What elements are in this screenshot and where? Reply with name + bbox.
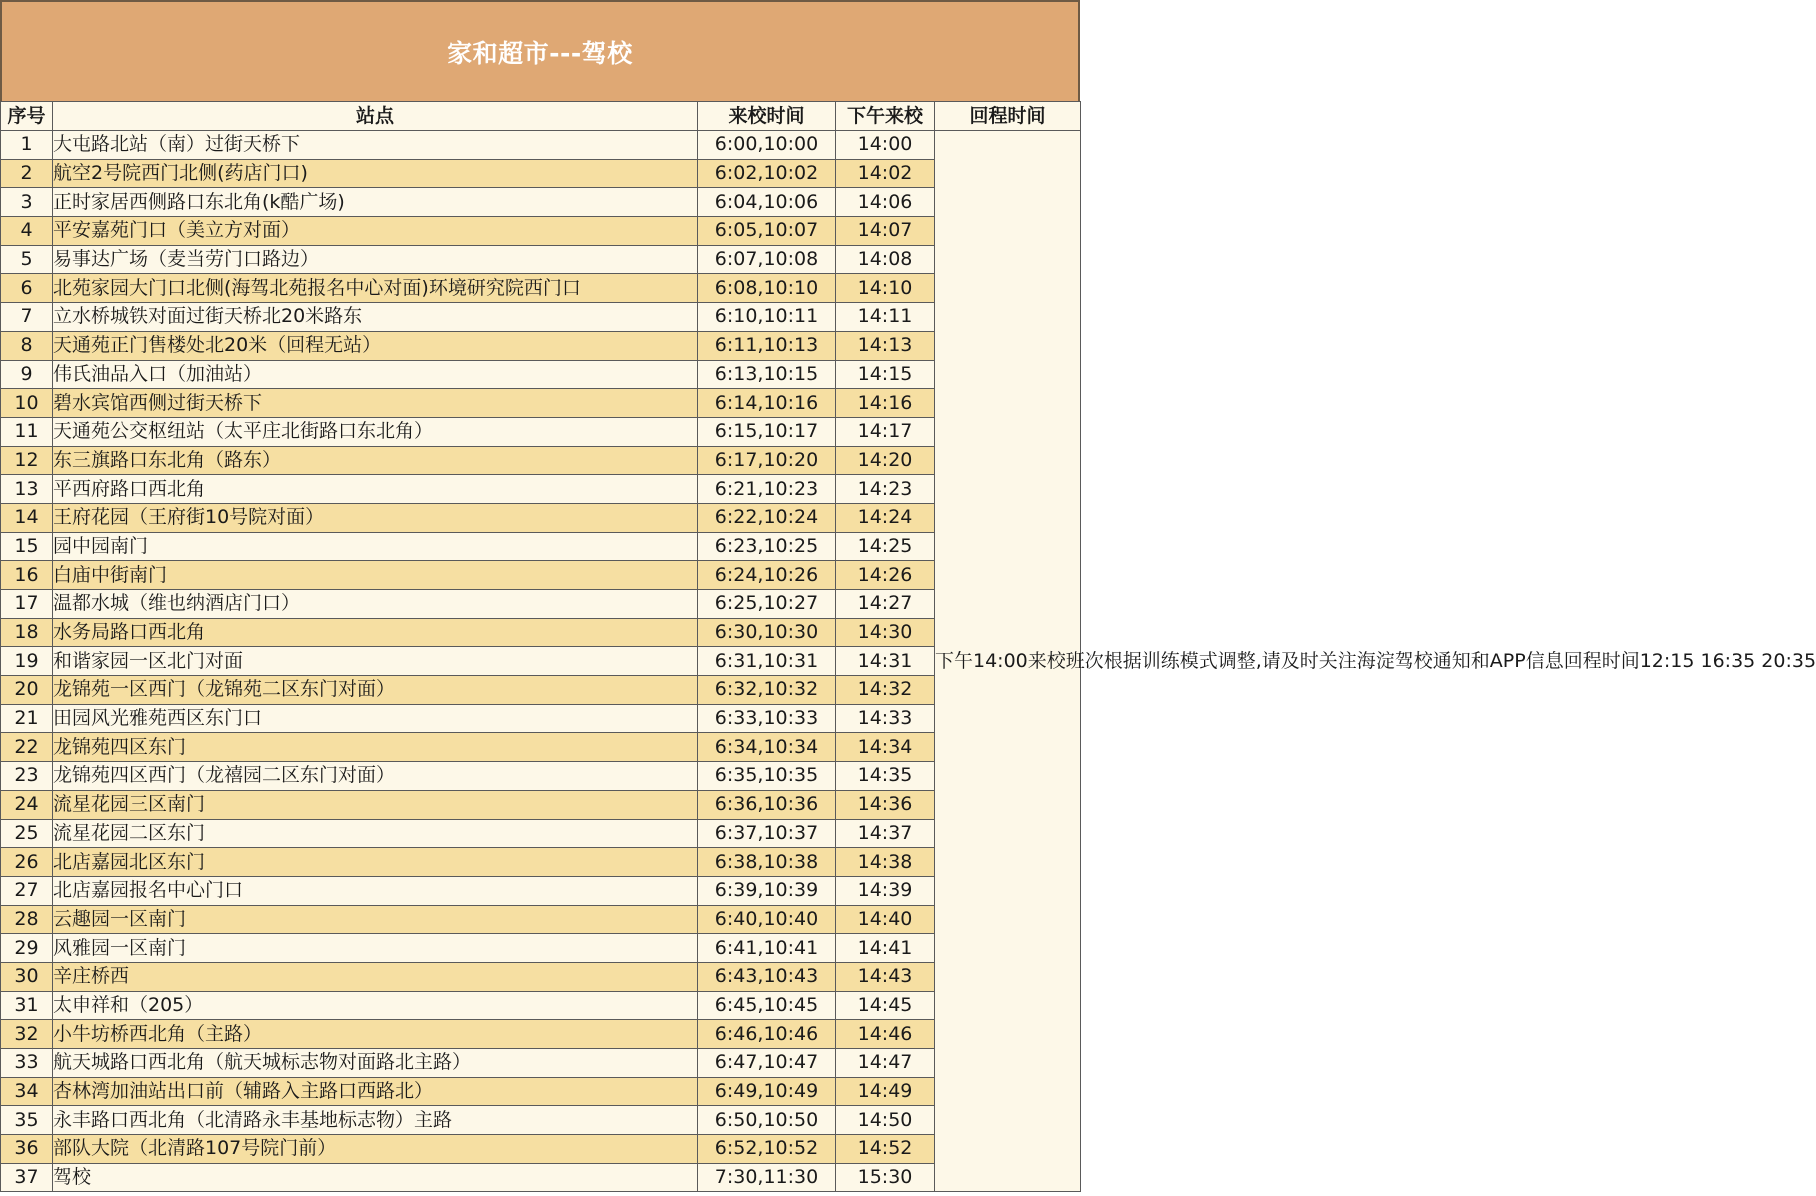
table-row — [1, 647, 1081, 676]
cell-stop: 航天城路口西北角（航天城标志物对面路北主路） — [53, 1049, 698, 1078]
cell-pm: 14:36 — [836, 790, 935, 819]
schedule-body — [1, 131, 1816, 1192]
cell-pm: 14:31 — [836, 647, 935, 676]
cell-time: 6:02,10:02 — [698, 159, 836, 188]
cell-num: 8 — [1, 331, 53, 360]
cell-pm: 14:13 — [836, 331, 935, 360]
cell-time: 6:25,10:27 — [698, 590, 836, 619]
cell-stop: 流星花园二区东门 — [53, 819, 698, 848]
cell-num: 25 — [1, 819, 53, 848]
header-time: 来校时间 — [698, 102, 836, 131]
cell-pm: 14:10 — [836, 274, 935, 303]
cell-num: 12 — [1, 446, 53, 475]
cell-pm: 14:47 — [836, 1049, 935, 1078]
header-num: 序号 — [1, 102, 53, 131]
table-row — [1, 131, 1081, 160]
cell-time: 6:34,10:34 — [698, 733, 836, 762]
cell-stop: 立水桥城铁对面过街天桥北20米路东 — [53, 303, 698, 332]
cell-stop: 云趣园一区南门 — [53, 905, 698, 934]
cell-num: 17 — [1, 590, 53, 619]
cell-num: 14 — [1, 503, 53, 532]
cell-num: 33 — [1, 1049, 53, 1078]
cell-stop: 航空2号院西门北侧(药店门口) — [53, 159, 698, 188]
cell-pm: 14:26 — [836, 561, 935, 590]
cell-time: 6:52,10:52 — [698, 1135, 836, 1164]
cell-num: 4 — [1, 217, 53, 246]
table-row — [1, 1106, 1081, 1135]
cell-pm: 14:50 — [836, 1106, 935, 1135]
table-row — [1, 991, 1081, 1020]
cell-pm: 15:30 — [836, 1163, 935, 1192]
table-row — [1, 360, 1081, 389]
cell-time: 6:00,10:00 — [698, 131, 836, 160]
cell-time: 7:30,11:30 — [698, 1163, 836, 1192]
header-row — [1, 102, 1081, 131]
cell-stop: 驾校 — [53, 1163, 698, 1192]
cell-time: 6:10,10:11 — [698, 303, 836, 332]
cell-num: 29 — [1, 934, 53, 963]
cell-stop: 部队大院（北清路107号院门前） — [53, 1135, 698, 1164]
table-row — [1, 217, 1081, 246]
cell-pm: 14:32 — [836, 676, 935, 705]
cell-stop: 龙锦苑四区西门（龙禧园二区东门对面） — [53, 762, 698, 791]
cell-time: 6:05,10:07 — [698, 217, 836, 246]
header-pm: 下午来校 — [836, 102, 935, 131]
table-row — [1, 417, 1081, 446]
cell-stop: 平安嘉苑门口（美立方对面） — [53, 217, 698, 246]
cell-time: 6:46,10:46 — [698, 1020, 836, 1049]
cell-num: 20 — [1, 676, 53, 705]
table-row — [1, 303, 1081, 332]
cell-num: 10 — [1, 389, 53, 418]
cell-time: 6:38,10:38 — [698, 848, 836, 877]
cell-pm: 14:02 — [836, 159, 935, 188]
cell-num: 37 — [1, 1163, 53, 1192]
cell-time: 6:31,10:31 — [698, 647, 836, 676]
cell-pm: 14:15 — [836, 360, 935, 389]
cell-stop: 伟氏油品入口（加油站） — [53, 360, 698, 389]
table-row — [1, 446, 1081, 475]
cell-pm: 14:25 — [836, 532, 935, 561]
page-title: 家和超市---驾校 — [447, 38, 633, 68]
table-row — [1, 676, 1081, 705]
cell-time: 6:15,10:17 — [698, 417, 836, 446]
cell-time: 6:07,10:08 — [698, 245, 836, 274]
cell-stop: 平西府路口西北角 — [53, 475, 698, 504]
cell-stop: 王府花园（王府街10号院对面） — [53, 503, 698, 532]
cell-num: 27 — [1, 876, 53, 905]
cell-time: 6:50,10:50 — [698, 1106, 836, 1135]
cell-num: 3 — [1, 188, 53, 217]
cell-pm: 14:23 — [836, 475, 935, 504]
cell-time: 6:21,10:23 — [698, 475, 836, 504]
cell-stop: 北苑家园大门口北侧(海驾北苑报名中心对面)环境研究院西门口 — [53, 274, 698, 303]
cell-num: 13 — [1, 475, 53, 504]
cell-time: 6:24,10:26 — [698, 561, 836, 590]
table-row — [1, 561, 1081, 590]
cell-stop: 田园风光雅苑西区东门口 — [53, 704, 698, 733]
cell-time: 6:47,10:47 — [698, 1049, 836, 1078]
cell-pm: 14:39 — [836, 876, 935, 905]
cell-pm: 14:34 — [836, 733, 935, 762]
cell-num: 21 — [1, 704, 53, 733]
cell-num: 7 — [1, 303, 53, 332]
cell-pm: 14:30 — [836, 618, 935, 647]
header-stop: 站点 — [53, 102, 698, 131]
cell-pm: 14:00 — [836, 131, 935, 160]
cell-time: 6:33,10:33 — [698, 704, 836, 733]
table-row — [1, 848, 1081, 877]
cell-stop: 小牛坊桥西北角（主路） — [53, 1020, 698, 1049]
table-row — [1, 819, 1081, 848]
cell-pm: 14:41 — [836, 934, 935, 963]
cell-pm: 14:52 — [836, 1135, 935, 1164]
table-row — [1, 475, 1081, 504]
cell-num: 5 — [1, 245, 53, 274]
cell-num: 24 — [1, 790, 53, 819]
cell-time: 6:43,10:43 — [698, 962, 836, 991]
table-row — [1, 1020, 1081, 1049]
cell-stop: 正时家居西侧路口东北角(k酷广场) — [53, 188, 698, 217]
cell-stop: 和谐家园一区北门对面 — [53, 647, 698, 676]
cell-stop: 园中园南门 — [53, 532, 698, 561]
cell-time: 6:04,10:06 — [698, 188, 836, 217]
cell-stop: 易事达广场（麦当劳门口路边） — [53, 245, 698, 274]
table-row — [1, 962, 1081, 991]
table-row — [1, 905, 1081, 934]
table-row — [1, 876, 1081, 905]
cell-num: 1 — [1, 131, 53, 160]
cell-stop: 东三旗路口东北角（路东） — [53, 446, 698, 475]
cell-pm: 14:40 — [836, 905, 935, 934]
cell-stop: 温都水城（维也纳酒店门口） — [53, 590, 698, 619]
cell-num: 34 — [1, 1077, 53, 1106]
table-row — [1, 733, 1081, 762]
cell-num: 30 — [1, 962, 53, 991]
table-row — [1, 1163, 1081, 1192]
cell-pm: 14:27 — [836, 590, 935, 619]
cell-time: 6:30,10:30 — [698, 618, 836, 647]
table-row — [1, 1135, 1081, 1164]
cell-time: 6:08,10:10 — [698, 274, 836, 303]
cell-pm: 14:08 — [836, 245, 935, 274]
cell-num: 26 — [1, 848, 53, 877]
table-row — [1, 245, 1081, 274]
cell-pm: 14:38 — [836, 848, 935, 877]
cell-stop: 龙锦苑一区西门（龙锦苑二区东门对面） — [53, 676, 698, 705]
cell-num: 22 — [1, 733, 53, 762]
cell-stop: 北店嘉园北区东门 — [53, 848, 698, 877]
cell-num: 23 — [1, 762, 53, 791]
cell-num: 32 — [1, 1020, 53, 1049]
cell-time: 6:23,10:25 — [698, 532, 836, 561]
cell-time: 6:37,10:37 — [698, 819, 836, 848]
cell-pm: 14:11 — [836, 303, 935, 332]
table-row — [1, 790, 1081, 819]
cell-stop: 永丰路口西北角（北清路永丰基地标志物）主路 — [53, 1106, 698, 1135]
cell-time: 6:36,10:36 — [698, 790, 836, 819]
cell-stop: 白庙中街南门 — [53, 561, 698, 590]
table-row — [1, 188, 1081, 217]
cell-stop: 天通苑正门售楼处北20米（回程无站） — [53, 331, 698, 360]
cell-stop: 碧水宾馆西侧过街天桥下 — [53, 389, 698, 418]
cell-num: 18 — [1, 618, 53, 647]
return-note: 下午14:00来校班次根据训练模式调整,请及时关注海淀驾校通知和APP信息回程时间12:15 16:35 20:35 — [935, 131, 1081, 1192]
table-row — [1, 762, 1081, 791]
cell-time: 6:49,10:49 — [698, 1077, 836, 1106]
cell-num: 9 — [1, 360, 53, 389]
cell-time: 6:35,10:35 — [698, 762, 836, 791]
table-row — [1, 934, 1081, 963]
cell-time: 6:11,10:13 — [698, 331, 836, 360]
table-row — [1, 159, 1081, 188]
cell-pm: 14:20 — [836, 446, 935, 475]
table-row — [1, 503, 1081, 532]
cell-stop: 北店嘉园报名中心门口 — [53, 876, 698, 905]
cell-pm: 14:17 — [836, 417, 935, 446]
cell-stop: 天通苑公交枢纽站（太平庄北街路口东北角） — [53, 417, 698, 446]
cell-stop: 流星花园三区南门 — [53, 790, 698, 819]
cell-num: 16 — [1, 561, 53, 590]
cell-num: 11 — [1, 417, 53, 446]
cell-stop: 太申祥和（205） — [53, 991, 698, 1020]
title-bar — [0, 0, 1080, 101]
cell-time: 6:13,10:15 — [698, 360, 836, 389]
cell-pm: 14:06 — [836, 188, 935, 217]
cell-num: 19 — [1, 647, 53, 676]
table-row — [1, 618, 1081, 647]
cell-pm: 14:37 — [836, 819, 935, 848]
table-row — [1, 590, 1081, 619]
cell-time: 6:40,10:40 — [698, 905, 836, 934]
cell-stop: 杏林湾加油站出口前（辅路入主路口西路北） — [53, 1077, 698, 1106]
table-row — [1, 704, 1081, 733]
cell-time: 6:17,10:20 — [698, 446, 836, 475]
cell-num: 28 — [1, 905, 53, 934]
cell-pm: 14:35 — [836, 762, 935, 791]
cell-time: 6:22,10:24 — [698, 503, 836, 532]
cell-pm: 14:49 — [836, 1077, 935, 1106]
cell-num: 15 — [1, 532, 53, 561]
cell-pm: 14:46 — [836, 1020, 935, 1049]
cell-num: 31 — [1, 991, 53, 1020]
cell-pm: 14:24 — [836, 503, 935, 532]
table-row — [1, 1049, 1081, 1078]
table-row — [1, 1077, 1081, 1106]
cell-num: 35 — [1, 1106, 53, 1135]
cell-pm: 14:45 — [836, 991, 935, 1020]
schedule-table — [0, 101, 1816, 1192]
header-return: 回程时间 — [935, 102, 1081, 131]
cell-time: 6:32,10:32 — [698, 676, 836, 705]
table-row — [1, 331, 1081, 360]
cell-time: 6:45,10:45 — [698, 991, 836, 1020]
cell-stop: 风雅园一区南门 — [53, 934, 698, 963]
cell-pm: 14:33 — [836, 704, 935, 733]
cell-pm: 14:43 — [836, 962, 935, 991]
cell-num: 36 — [1, 1135, 53, 1164]
cell-stop: 水务局路口西北角 — [53, 618, 698, 647]
cell-stop: 辛庄桥西 — [53, 962, 698, 991]
cell-time: 6:39,10:39 — [698, 876, 836, 905]
cell-stop: 大屯路北站（南）过街天桥下 — [53, 131, 698, 160]
cell-time: 6:14,10:16 — [698, 389, 836, 418]
cell-stop: 龙锦苑四区东门 — [53, 733, 698, 762]
cell-pm: 14:07 — [836, 217, 935, 246]
cell-num: 2 — [1, 159, 53, 188]
table-row — [1, 532, 1081, 561]
cell-pm: 14:16 — [836, 389, 935, 418]
cell-time: 6:41,10:41 — [698, 934, 836, 963]
table-row — [1, 274, 1081, 303]
cell-num: 6 — [1, 274, 53, 303]
table-row — [1, 389, 1081, 418]
